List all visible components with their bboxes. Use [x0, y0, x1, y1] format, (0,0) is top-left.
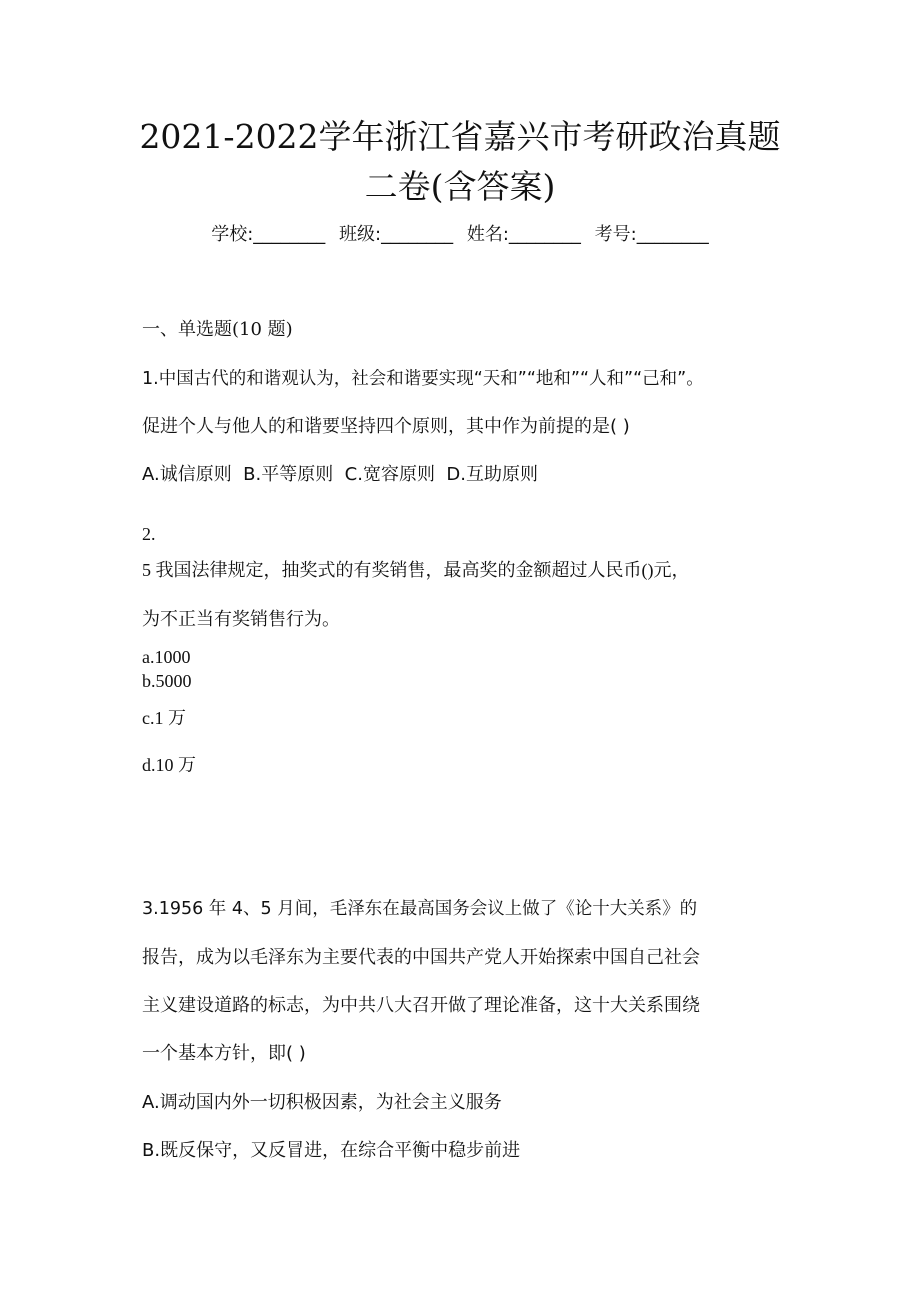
q3-line2: 报告，成为以毛泽东为主要代表的中国共产党人开始探索中国自己社会 [142, 947, 700, 968]
q1-line1: 1.中国古代的和谐观认为，社会和谐要实现“天和”“地和”“人和”“己和”。 [142, 369, 704, 389]
q2-option-c: c.1 万 [142, 708, 186, 728]
document-title-line2: 二卷(含答案) [364, 167, 556, 206]
q2-line2: 为不正当有奖销售行为。 [142, 609, 340, 629]
q2-line1: 5 我国法律规定，抽奖式的有奖销售，最高奖的金额超过人民币()元， [142, 560, 690, 580]
document-title-line1: 2021-2022学年浙江省嘉兴市考研政治真题 [139, 117, 781, 156]
class-field: 班级:________ [339, 224, 454, 245]
q1-options: A.诚信原则 B.平等原则 C.宽容原则 D.互助原则 [142, 464, 538, 485]
q2-option-a: a.1000 [142, 647, 191, 667]
student-info-line [0, 222, 920, 248]
q2-option-b: b.5000 [142, 671, 192, 691]
q2-option-d: d.10 万 [142, 755, 196, 775]
q2-number: 2. [142, 524, 156, 544]
exam-number-field: 考号:________ [594, 224, 709, 245]
q3-line4: 一个基本方针，即( ) [142, 1043, 306, 1064]
section-heading: 一、单选题(10 题) [142, 319, 293, 340]
school-field: 学校:________ [211, 224, 326, 245]
name-field: 姓名:________ [466, 224, 581, 245]
q1-line2: 促进个人与他人的和谐要坚持四个原则，其中作为前提的是( ) [142, 416, 630, 437]
q3-option-a: A.调动国内外一切积极因素，为社会主义服务 [142, 1092, 502, 1113]
q3-option-b: B.既反保守，又反冒进，在综合平衡中稳步前进 [142, 1140, 521, 1161]
q3-line3: 主义建设道路的标志，为中共八大召开做了理论准备，这十大关系围绕 [142, 995, 700, 1016]
q3-line1: 3.1956 年 4、5 月间，毛泽东在最高国务会议上做了《论十大关系》的 [142, 899, 698, 919]
